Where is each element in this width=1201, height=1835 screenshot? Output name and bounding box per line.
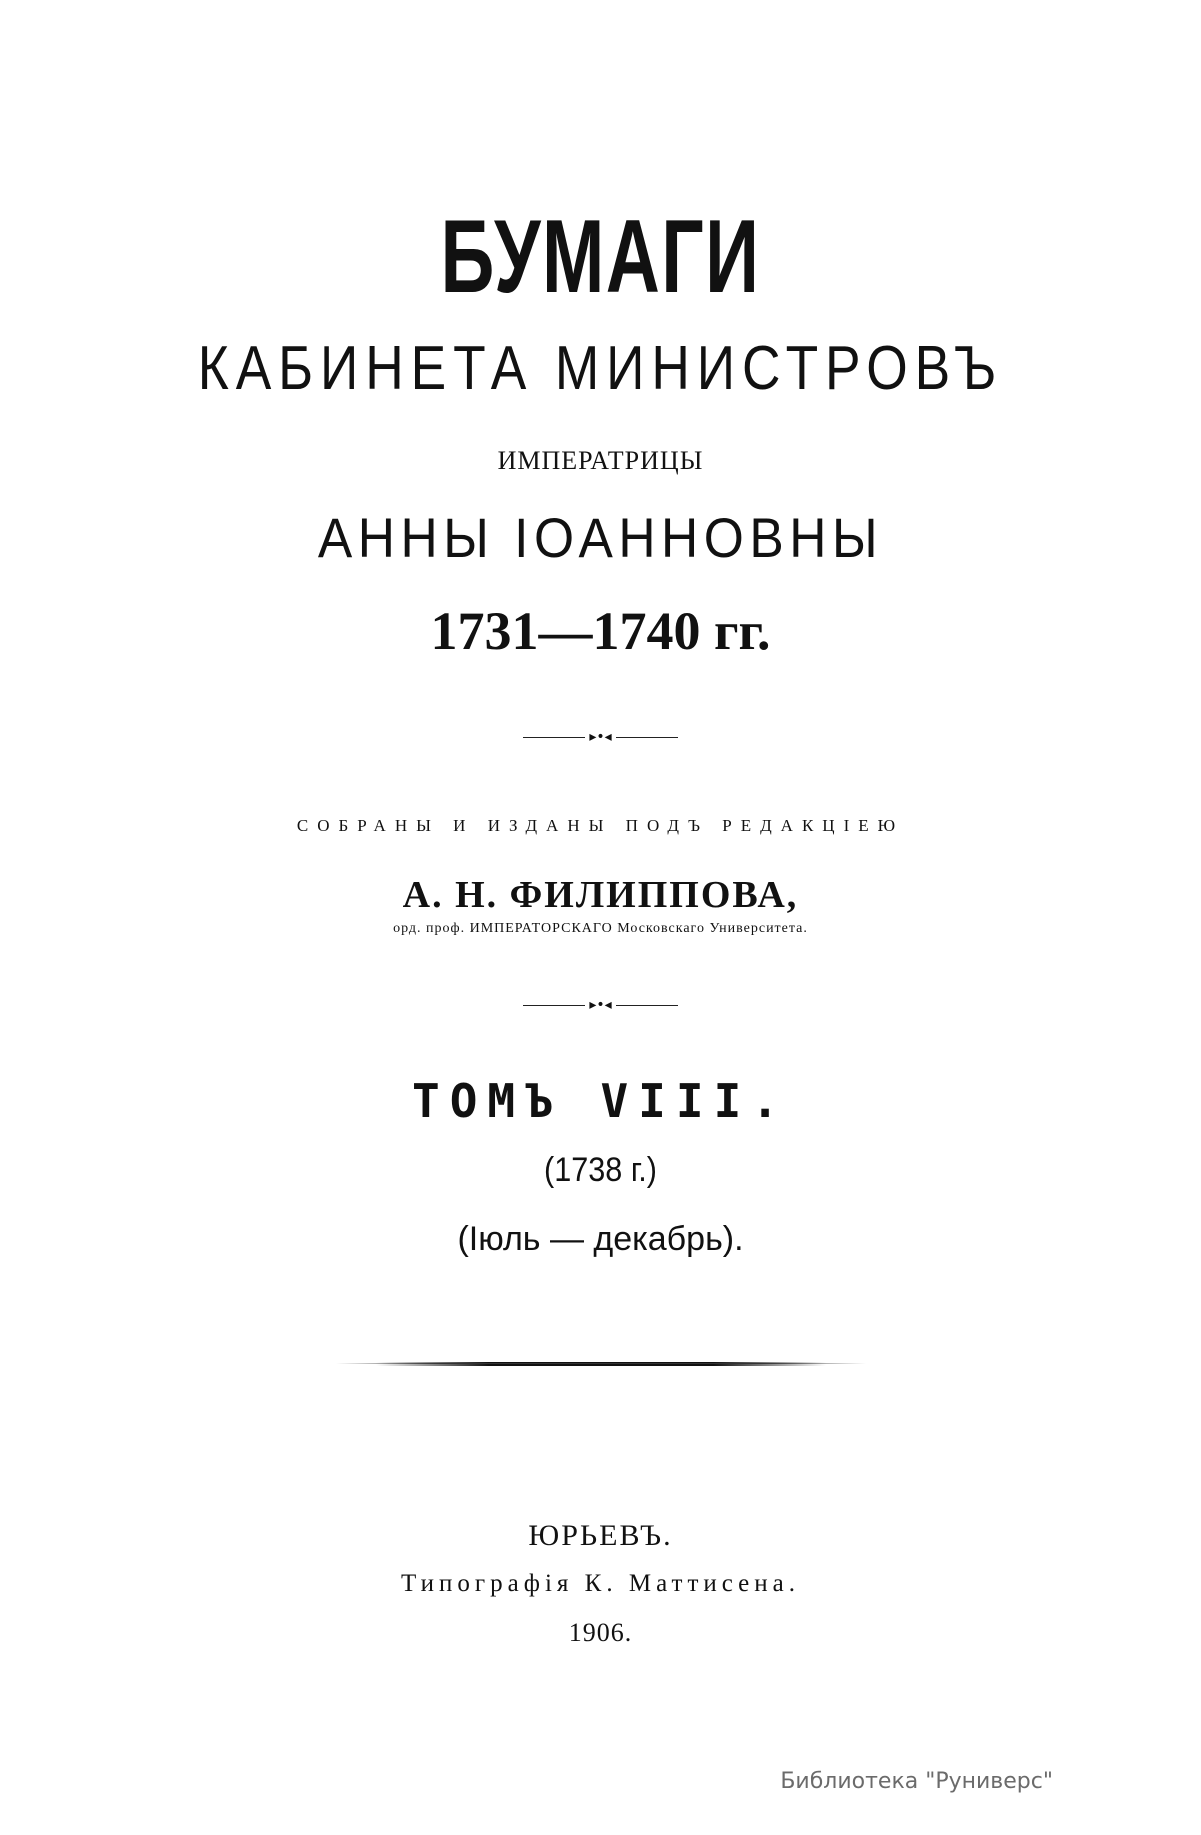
imprint-year: 1906. (568, 1618, 633, 1647)
volume-months: (Іюль — декабрь). (457, 1220, 744, 1258)
empress-name: АННЫ ІОАННОВНЫ (317, 506, 884, 569)
ornament-glyph: ▸•◂ (589, 729, 612, 745)
library-watermark: Библиотека "Руниверс" (780, 1769, 1053, 1794)
book-subtitle: КАБИНЕТА МИНИСТРОВЪ (197, 334, 1004, 403)
editor-title: орд. проф. ИМПЕРАТОРСКАГО Московскаго Университета. (393, 921, 808, 936)
collected-by-line: СОБРАНЫ И ИЗДАНЫ ПОДЪ РЕДАКЦІЕЮ (296, 816, 905, 835)
book-title: БУМАГИ (440, 199, 761, 315)
imprint-press: Типографія К. Маттисена. (401, 1570, 800, 1597)
ornament-rule (523, 1005, 585, 1006)
ornament-divider (0, 730, 1201, 744)
editor-name: А. Н. ФИЛИППОВА, (402, 874, 799, 916)
ornament-divider (0, 998, 1201, 1012)
period-years: 1731—1740 гг. (430, 601, 771, 661)
volume-label: ТОМЪ VIII. (412, 1074, 789, 1128)
decorative-rule (376, 1362, 826, 1366)
ornament-rule (616, 737, 678, 738)
ornament-rule (523, 737, 585, 738)
empress-label: ИМПЕРАТРИЦЫ (497, 446, 704, 475)
imprint-city: ЮРЬЕВЪ. (528, 1519, 673, 1552)
ornament-glyph: ▸•◂ (589, 997, 612, 1013)
volume-year: (1738 г.) (544, 1151, 657, 1189)
ornament-rule (616, 1005, 678, 1006)
